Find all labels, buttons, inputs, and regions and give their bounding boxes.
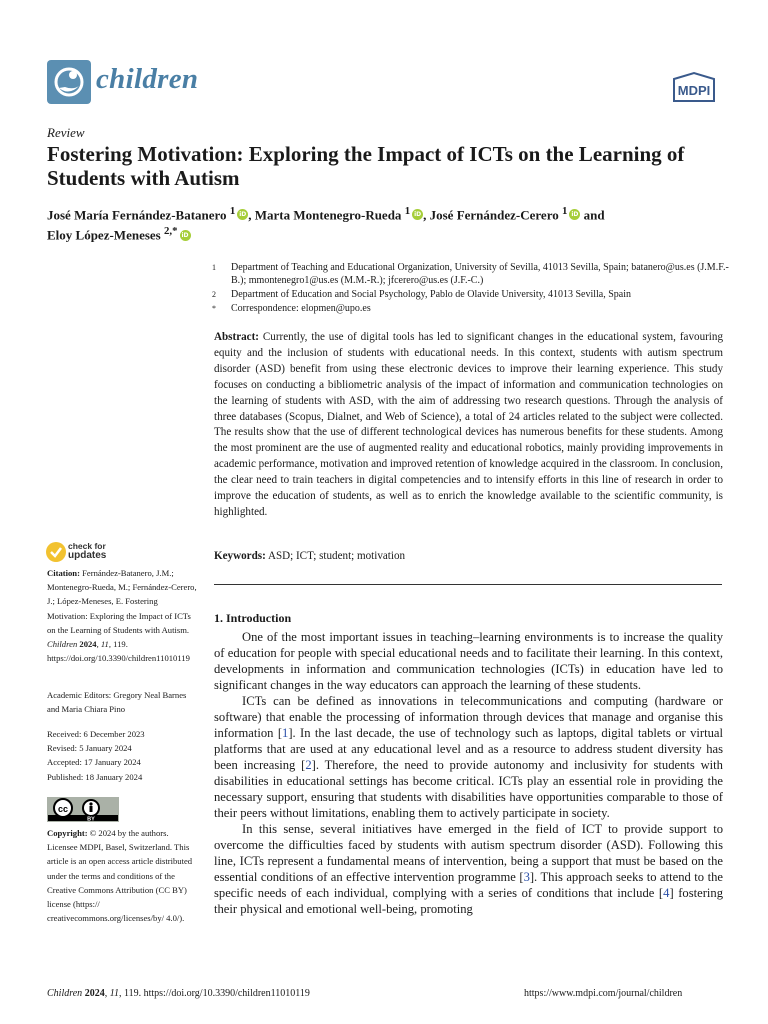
orcid-icon[interactable]: [412, 209, 423, 220]
author-affiliation-mark: 1: [229, 205, 236, 217]
correspondence-text[interactable]: Correspondence: elopmen@upo.es: [231, 303, 371, 314]
author-affiliation-mark: 1: [404, 205, 411, 217]
cc-icon: [47, 797, 119, 822]
check-for-updates-label[interactable]: [68, 542, 106, 560]
citation-volume: 11: [100, 639, 109, 650]
revised-date: Revised: 5 January 2024: [47, 743, 132, 754]
svg-text:cc: cc: [57, 804, 69, 814]
article-type: Review: [47, 125, 85, 140]
footer-doi[interactable]: , 119. https://doi.org/10.3390/children11010119: [118, 988, 310, 999]
orcid-icon[interactable]: [180, 230, 191, 241]
affiliation-text: Department of Teaching and Educational Organization, University of Sevilla, 41013 Sevilla, Spain; batanero@us.es (J.M.F.-B.); mmontenegro1@us.es (M.M.-R.); jfcerero@us.es (J.F.-C.): [231, 262, 729, 286]
keywords: [214, 550, 723, 562]
accepted-date: Accepted: 17 January 2024: [47, 757, 141, 768]
orcid-icon[interactable]: [237, 209, 248, 220]
copyright-block: [47, 826, 197, 925]
journal-name: children: [96, 63, 199, 95]
cc-by-license-badge[interactable]: [47, 797, 119, 822]
citation-doi[interactable]: , 119. https://doi.org/10.3390/children11010119: [47, 639, 190, 664]
copyright-label: Copyright:: [47, 828, 88, 838]
publisher-name: MDPI: [677, 83, 711, 98]
author-affiliation-mark: 1: [561, 205, 568, 217]
keywords-label: Keywords:: [214, 550, 266, 562]
cc-by-label: BY: [87, 816, 95, 822]
author-list: José María Fernández-Batanero $^1$iD , Marta Montenegro-Rueda $^1$iD , José Fernández-Cerero $^1$iD and Eloy López-Meneses $^{2,*}$iD: [47, 203, 727, 244]
dates-block: [47, 727, 197, 784]
author-affiliation-mark: 2,*: [163, 225, 178, 238]
affiliation-number: 2: [212, 290, 216, 299]
footer-journal: Children: [47, 988, 83, 999]
section-divider: [214, 584, 722, 585]
section-title: 1. Introduction: [214, 611, 292, 625]
footer-year: 2024: [84, 988, 105, 999]
check-line-1: check for: [68, 541, 106, 551]
reference-link[interactable]: 3: [523, 870, 530, 884]
received-date: Received: 6 December 2023: [47, 729, 145, 739]
academic-editors: Academic Editors: Gregory Neal Barnes and Maria Chiara Pino: [47, 690, 187, 715]
author-name[interactable]: Marta Montenegro-Rueda: [254, 207, 402, 223]
section-body: [214, 629, 723, 917]
copyright-text: © 2024 by the authors. Licensee MDPI, Basel, Switzerland. This article is an open access article distributed under the terms and conditions of the Creative Commons Attribution (CC BY) license (https:// creativecommons.org/licenses/by/ 4.0/).: [47, 828, 193, 924]
citation-block: Citation: Fernández-Batanero, J.M.; Montenegro-Rueda, M.; Fernández-Cerero, J.; López-Meneses, E. Fostering Motivation: Exploring the Impact of ICTs on the Learning of Students with Autism. Children 2024, 11, 119. https://doi.org/10.3390/children11010119: [47, 568, 197, 664]
footer-journal-url[interactable]: https://www.mdpi.com/journal/children: [524, 988, 683, 999]
affiliation-number: 1: [212, 263, 216, 272]
paragraph: ICTs can be defined as innovations in telecommunications and computing (hardware or software) that enable the processing of information through devices that manage and organise this information [1]. In the last decade, the use of technology such as laptops, digital tablets or virtual platforms that are used at any educational level and as a resource to address student diversity has been increasing [2]. Therefore, the need to provide autonomy and inclusivity for students with disabilities in educational settings has become critical. ICTs play an essential role in providing the necessary support, ensuring that students with disabilities have opportunities comparable to those of their peers without limitations, enabling them to actively participate in society.: [214, 694, 723, 820]
check-line-2: updates: [68, 550, 107, 561]
citation-label: Citation:: [47, 568, 80, 578]
paragraph: In this sense, several initiatives have emerged in the field of ICT to provide support to overcome the difficulties faced by students with autism spectrum disorder (ASD). Following this line, ICTs represent a fundamental means of intervention, being a support that must be based on the essential conditions of an effective intervention programme [3]. This approach seeks to attend to the specific needs of each individual, complying with a series of conditions that include [4] fostering their physical and emotional well-being, promoting: [214, 822, 724, 916]
author-name[interactable]: Eloy López-Meneses: [47, 227, 161, 243]
journal-logo-icon: [47, 60, 91, 104]
citation-journal: Children: [47, 639, 78, 650]
author-name[interactable]: José Fernández-Cerero: [429, 207, 559, 223]
paragraph: One of the most important issues in teaching–learning environments is to increase the quality of education for people with special educational needs and to facilitate their learning. In this context, developments in information and communication technologies (ICTs) in education have led to significant changes in the way educators can approach the learning of these students.: [214, 630, 723, 692]
abstract-label: Abstract:: [214, 331, 259, 343]
reference-link[interactable]: 4: [663, 886, 670, 900]
reference-link[interactable]: 2: [305, 758, 312, 772]
keywords-text: ASD; ICT; student; motivation: [267, 550, 406, 562]
orcid-icon[interactable]: [569, 209, 580, 220]
authors-connector: and: [583, 207, 605, 223]
reference-link[interactable]: 1: [282, 726, 289, 740]
author-name[interactable]: José María Fernández-Batanero: [47, 207, 227, 223]
citation-text: Fernández-Batanero, J.M.; Montenegro-Rueda, M.; Fernández-Cerero, J.; López-Meneses, E. Fostering Motivation: Exploring the Impact of ICTs on the Learning of Students with Autism.: [47, 568, 197, 635]
mdpi-logo-icon[interactable]: [668, 71, 720, 105]
article-title: Fostering Motivation: Exploring the Impact of ICTs on the Learning of Students with Autism: [47, 142, 685, 190]
affiliation-text: Department of Education and Social Psychology, Pablo de Olavide University, 41013 Sevilla, Spain: [231, 289, 632, 300]
citation-year: 2024: [79, 639, 97, 650]
published-date: Published: 18 January 2024: [47, 771, 143, 782]
abstract: [214, 330, 723, 521]
footer-volume: 11: [109, 988, 119, 999]
affiliation-number: *: [212, 304, 216, 313]
abstract-text: Currently, the use of digital tools has led to significant changes in the educational system, favouring equity and the inclusion of students with educational needs. In this context, students with autism spectrum disorder (ASD) benefit from using these electronic devices to improve their learning experience. This study focuses on conducting a bibliometric analysis of the impact of information and communication technologies on the learning of students with ASD, with the aim of addressing two research questions. Through the analysis of three databases (Scopus, Dialnet, and Web of Science), a total of 24 articles related to the subject were collected. The results show that the use of different technological devices has numerous benefits for these students. Among the most prominent are the use of augmented reality and educational robotics, mainly providing improvements in academic performance, motivation and improved retention of knowledge acquired in the classroom. In conclusion, the clear need to train teachers in digital competencies and to intensify efforts in this line of research in order to improve the education of students, as well as to enrich the knowledge available to the scientific community, is highlighted.: [214, 331, 723, 518]
footer-citation: Children 2024, 11, 119. https://doi.org/10.3390/children11010119: [47, 988, 310, 999]
